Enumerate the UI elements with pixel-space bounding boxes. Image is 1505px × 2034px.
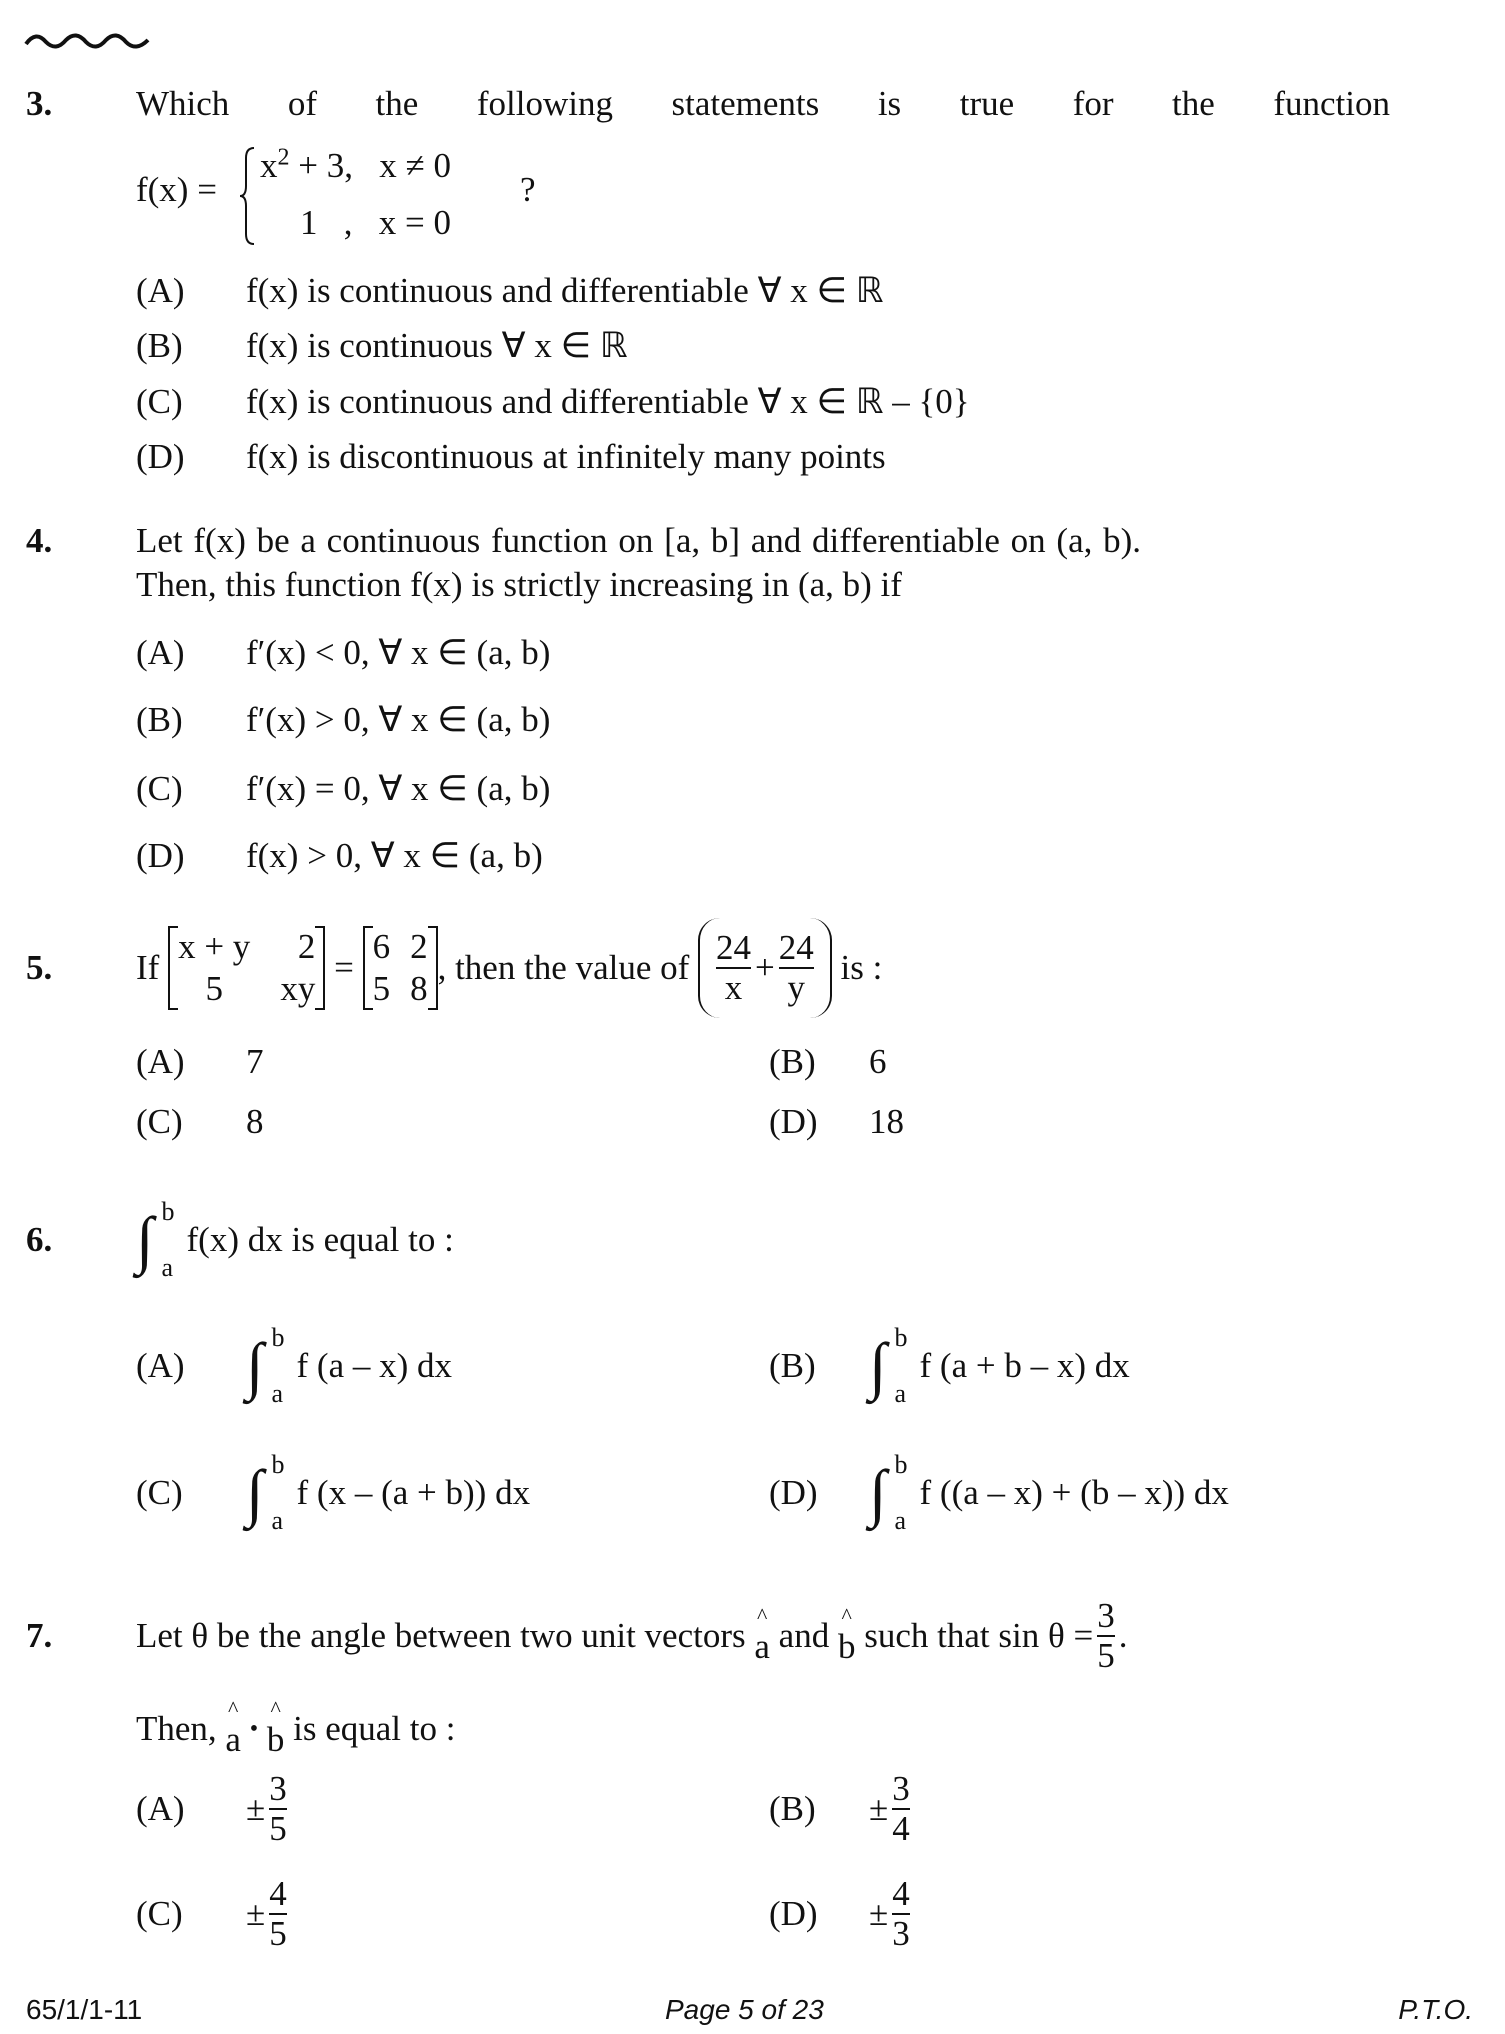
unit-vector-a bbox=[754, 1605, 770, 1667]
integral-icon bbox=[869, 1451, 920, 1535]
question-text bbox=[136, 1694, 455, 1764]
question-text bbox=[136, 1196, 454, 1284]
text: Then, bbox=[136, 1709, 217, 1748]
option-text: f(x) is discontinuous at infinitely many points bbox=[246, 437, 886, 476]
period: . bbox=[1118, 1616, 1128, 1655]
option-text: 18 bbox=[869, 1102, 904, 1141]
case-expr: x bbox=[260, 146, 278, 185]
fraction bbox=[1097, 1597, 1115, 1675]
unit-vector-b bbox=[838, 1605, 856, 1667]
fraction bbox=[269, 1770, 287, 1848]
denominator: y bbox=[787, 968, 806, 1007]
integral-icon bbox=[246, 1324, 297, 1408]
word: the bbox=[1172, 84, 1215, 123]
option-label: (C) bbox=[136, 1894, 183, 1933]
question-number: 5. bbox=[26, 948, 53, 987]
plus-minus: ± bbox=[246, 1894, 266, 1933]
option-label: (D) bbox=[769, 1473, 818, 1512]
option-text: f(x) is continuous and differentiable ∀ x ∈ ℝ – {0} bbox=[246, 382, 970, 421]
option-a[interactable] bbox=[136, 271, 883, 311]
upper-limit: b bbox=[271, 1323, 285, 1352]
question-number: 7. bbox=[26, 1616, 53, 1655]
denominator: x bbox=[724, 968, 743, 1007]
option-label: (A) bbox=[136, 271, 185, 310]
matrix-right bbox=[363, 926, 438, 1010]
option-a[interactable] bbox=[136, 633, 550, 673]
plus-minus: ± bbox=[869, 1894, 889, 1933]
option-text: 7 bbox=[246, 1042, 264, 1081]
numerator: 3 bbox=[892, 1769, 910, 1808]
option-label: (D) bbox=[136, 836, 185, 875]
option-label: (C) bbox=[136, 769, 183, 808]
text: If bbox=[136, 948, 160, 987]
denominator: 3 bbox=[892, 1914, 910, 1953]
case-rest: + 3, bbox=[298, 146, 353, 185]
option-label: (B) bbox=[769, 1346, 816, 1385]
matrix-cell: 5 bbox=[205, 969, 223, 1008]
hat-icon: ^ bbox=[756, 1603, 768, 1628]
integral-sign: ∫ bbox=[246, 1457, 264, 1528]
option-a[interactable] bbox=[136, 1042, 264, 1082]
option-text: f ((a – x) + (b – x)) dx bbox=[919, 1473, 1229, 1512]
plus-minus: ± bbox=[246, 1789, 266, 1828]
question-mark: ? bbox=[520, 170, 536, 209]
option-d[interactable] bbox=[769, 1873, 914, 1955]
option-label: (B) bbox=[136, 700, 183, 739]
integral-sign: ∫ bbox=[246, 1330, 264, 1401]
option-label: (B) bbox=[769, 1789, 816, 1828]
option-text: f′(x) < 0, ∀ x ∈ (a, b) bbox=[246, 633, 551, 672]
option-d[interactable] bbox=[136, 836, 543, 876]
word: following bbox=[476, 84, 613, 123]
word: for bbox=[1072, 84, 1114, 123]
text: f(x) dx is equal to : bbox=[186, 1220, 454, 1259]
vector: a bbox=[225, 1720, 241, 1759]
integral-sign: ∫ bbox=[136, 1204, 154, 1275]
hat-icon: ^ bbox=[228, 1696, 239, 1721]
option-c[interactable] bbox=[136, 1449, 530, 1537]
option-b[interactable] bbox=[769, 1322, 1130, 1410]
integral-icon bbox=[869, 1324, 920, 1408]
lower-limit: a bbox=[894, 1379, 907, 1408]
option-label: (C) bbox=[136, 382, 183, 421]
plus-minus: ± bbox=[869, 1789, 889, 1828]
text: is equal to : bbox=[293, 1709, 456, 1748]
option-text: f (x – (a + b)) dx bbox=[296, 1473, 531, 1512]
word: true bbox=[959, 84, 1015, 123]
text: , then the value of bbox=[437, 948, 690, 987]
fraction bbox=[716, 929, 751, 1007]
option-label: (A) bbox=[136, 1346, 185, 1385]
case-expr: 1 bbox=[300, 203, 318, 242]
option-label: (A) bbox=[136, 1042, 185, 1081]
option-a[interactable] bbox=[136, 1322, 452, 1410]
option-label: (C) bbox=[136, 1102, 183, 1141]
word: statements bbox=[671, 84, 820, 123]
paper-code: 65/1/1-11 bbox=[26, 1994, 143, 2025]
case-condition: x = 0 bbox=[378, 203, 451, 242]
vector: b bbox=[266, 1720, 285, 1759]
word: the bbox=[375, 84, 419, 123]
numerator: 4 bbox=[269, 1874, 287, 1913]
pto-label: P.T.O. bbox=[1398, 1994, 1473, 2025]
option-text: f (a + b – x) dx bbox=[919, 1346, 1130, 1385]
option-b[interactable] bbox=[136, 326, 628, 366]
option-d[interactable] bbox=[769, 1102, 904, 1142]
exponent: 2 bbox=[277, 144, 290, 171]
brace-icon bbox=[238, 146, 256, 246]
numerator: 24 bbox=[778, 928, 814, 967]
fraction bbox=[892, 1875, 910, 1953]
matrix-left bbox=[168, 926, 325, 1010]
option-d[interactable] bbox=[136, 437, 886, 477]
page-number: Page 5 of 23 bbox=[665, 1994, 824, 2025]
case-1 bbox=[260, 146, 451, 186]
matrix-cell: x + y bbox=[178, 927, 251, 966]
option-label: (A) bbox=[136, 1789, 185, 1828]
option-text: f(x) > 0, ∀ x ∈ (a, b) bbox=[246, 836, 543, 875]
word: of bbox=[287, 84, 317, 123]
question-text: Then, this function f(x) is strictly increasing in (a, b) if bbox=[136, 565, 902, 604]
expression bbox=[698, 918, 832, 1018]
function-label: f(x) = bbox=[136, 170, 217, 209]
lower-limit: a bbox=[271, 1379, 284, 1408]
case-sep: , bbox=[343, 203, 353, 242]
option-label: (D) bbox=[769, 1894, 818, 1933]
matrix-cell: 5 bbox=[372, 969, 391, 1008]
question-text bbox=[136, 918, 882, 1018]
option-label: (D) bbox=[769, 1102, 818, 1141]
option-c[interactable] bbox=[136, 382, 970, 422]
numerator: 24 bbox=[716, 928, 752, 967]
option-text: f′(x) > 0, ∀ x ∈ (a, b) bbox=[246, 700, 551, 739]
option-b[interactable] bbox=[769, 1768, 914, 1850]
option-label: (B) bbox=[769, 1042, 816, 1081]
text: such that sin θ = bbox=[864, 1616, 1094, 1655]
option-label: (D) bbox=[136, 437, 185, 476]
question-number: 6. bbox=[26, 1220, 53, 1259]
option-c[interactable] bbox=[136, 1102, 264, 1142]
denominator: 5 bbox=[269, 1914, 287, 1953]
fraction bbox=[269, 1875, 287, 1953]
option-text: 6 bbox=[869, 1042, 887, 1081]
vector: b bbox=[837, 1627, 856, 1666]
word: is bbox=[877, 84, 902, 123]
option-b[interactable] bbox=[136, 700, 550, 740]
option-text: f (a – x) dx bbox=[296, 1346, 453, 1385]
numerator: 3 bbox=[1097, 1596, 1115, 1635]
option-c[interactable] bbox=[136, 769, 550, 809]
lower-limit: a bbox=[271, 1506, 284, 1535]
matrix-cell: 6 bbox=[372, 927, 391, 966]
question-number: 3. bbox=[26, 84, 53, 123]
dot-product: • bbox=[249, 1716, 259, 1742]
equals: = bbox=[334, 948, 354, 987]
lower-limit: a bbox=[894, 1506, 907, 1535]
word: function bbox=[1273, 84, 1390, 123]
vector: a bbox=[754, 1627, 770, 1666]
integral-sign: ∫ bbox=[869, 1457, 887, 1528]
option-text: f(x) is continuous and differentiable ∀ x ∈ ℝ bbox=[246, 271, 884, 310]
denominator: 4 bbox=[892, 1809, 910, 1848]
denominator: 5 bbox=[269, 1809, 287, 1848]
option-text: f(x) is continuous ∀ x ∈ ℝ bbox=[246, 326, 628, 365]
question-text bbox=[136, 1594, 1127, 1678]
option-b[interactable] bbox=[769, 1042, 887, 1082]
text: and bbox=[778, 1616, 830, 1655]
option-text: f′(x) = 0, ∀ x ∈ (a, b) bbox=[246, 769, 551, 808]
integral-sign: ∫ bbox=[869, 1330, 887, 1401]
word: Which bbox=[136, 84, 230, 123]
unit-vector-b bbox=[267, 1698, 285, 1760]
numerator: 4 bbox=[892, 1874, 910, 1913]
hat-icon: ^ bbox=[841, 1603, 852, 1628]
fraction bbox=[779, 929, 814, 1007]
option-label: (A) bbox=[136, 633, 185, 672]
squiggle-decoration bbox=[24, 28, 156, 52]
question-text: Let f(x) be a continuous function on [a, b] and differentiable on (a, b). bbox=[136, 521, 1142, 560]
denominator: 5 bbox=[1097, 1636, 1115, 1675]
text: Let θ be the angle between two unit vectors bbox=[136, 1616, 746, 1655]
option-c[interactable] bbox=[136, 1873, 291, 1955]
option-d[interactable] bbox=[769, 1449, 1229, 1537]
option-a[interactable] bbox=[136, 1768, 291, 1850]
case-condition: x ≠ 0 bbox=[379, 146, 451, 185]
option-text: 8 bbox=[246, 1102, 264, 1141]
matrix-cell: 2 bbox=[410, 927, 428, 966]
upper-limit: b bbox=[271, 1450, 285, 1479]
hat-icon: ^ bbox=[270, 1696, 281, 1721]
case-2 bbox=[300, 203, 451, 243]
question-text bbox=[136, 84, 1390, 124]
matrix-cell: xy bbox=[280, 969, 316, 1008]
integral-icon bbox=[246, 1451, 297, 1535]
plus: + bbox=[755, 948, 775, 987]
upper-limit: b bbox=[894, 1450, 908, 1479]
lower-limit: a bbox=[161, 1253, 174, 1282]
text: is : bbox=[840, 948, 883, 987]
option-label: (C) bbox=[136, 1473, 183, 1512]
option-label: (B) bbox=[136, 326, 183, 365]
upper-limit: b bbox=[161, 1197, 175, 1226]
numerator: 3 bbox=[269, 1769, 287, 1808]
matrix-cell: 2 bbox=[297, 927, 316, 966]
matrix-cell: 8 bbox=[410, 969, 428, 1008]
unit-vector-a bbox=[225, 1698, 241, 1760]
upper-limit: b bbox=[894, 1323, 908, 1352]
integral-icon bbox=[136, 1198, 187, 1282]
fraction bbox=[892, 1770, 910, 1848]
question-number: 4. bbox=[26, 521, 53, 560]
